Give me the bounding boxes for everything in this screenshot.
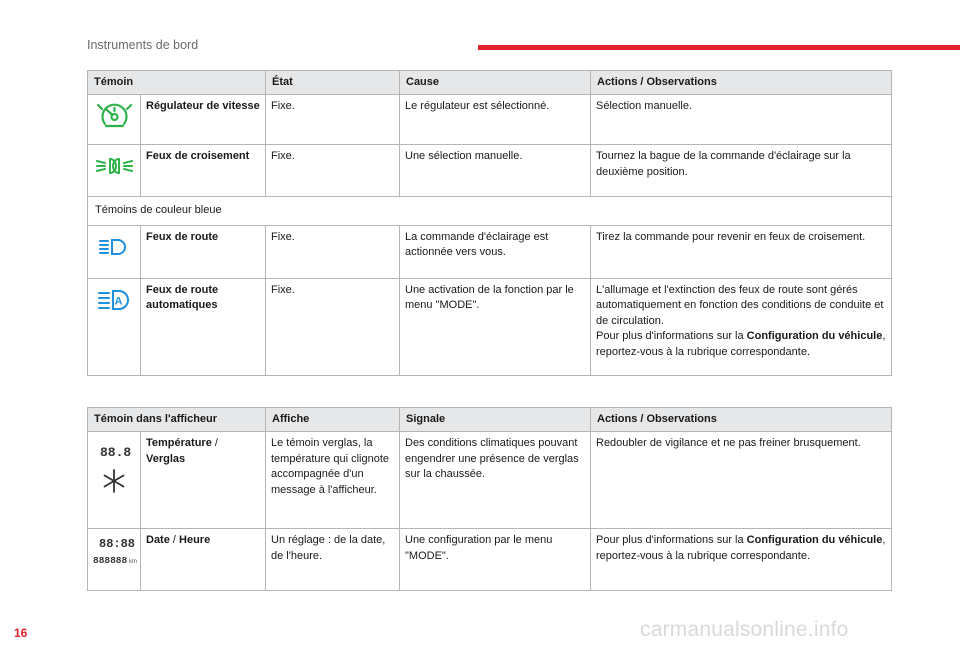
lamp-state: Fixe. (266, 278, 400, 375)
table-row (88, 225, 892, 278)
lamp-name: Régulateur de vitesse (141, 95, 266, 145)
lamp-state: Fixe. (266, 145, 400, 197)
lamp-name: Feux de route automatiques (141, 278, 266, 375)
indicator-signal: Des conditions climatiques pouvant engendrer une présence de verglas sur la chaussée. (400, 432, 591, 529)
column-header: Témoin dans l'afficheur (88, 408, 266, 432)
section-title: Instruments de bord (87, 38, 199, 52)
section-row (88, 197, 892, 226)
svg-text:A: A (114, 295, 123, 307)
indicator-action: Redoubler de vigilance et ne pas freiner brusquement. (591, 432, 892, 529)
watermark: carmanualsonline.info (640, 618, 849, 641)
header-accent-bar (478, 45, 960, 50)
svg-text:888888: 888888 (93, 555, 128, 566)
table-header-row (88, 408, 892, 432)
automatic-main-beam-icon (88, 279, 141, 319)
lamp-cause: Une sélection manuelle. (400, 145, 591, 197)
action-suffix: , reportez-vous à la rubrique correspondante. (596, 534, 886, 562)
column-header: Cause (400, 71, 591, 95)
action-reference: Configuration du véhicule (746, 330, 883, 342)
lamp-cause: Le régulateur est sélectionné. (400, 95, 591, 145)
warning-lights-table (87, 70, 892, 376)
table-row (88, 432, 892, 529)
lamp-cause: Une activation de la fonction par le menu "MODE". (400, 278, 591, 375)
svg-text:88:88: 88:88 (99, 537, 136, 551)
svg-text:km: km (129, 559, 137, 565)
display-indicators-table (87, 407, 892, 591)
action-reference: Configuration du véhicule (746, 534, 883, 546)
clock-display-icon (88, 529, 141, 551)
column-header: État (266, 71, 400, 95)
indicator-name: Température / Verglas (141, 432, 266, 529)
lamp-state: Fixe. (266, 95, 400, 145)
column-header: Affiche (266, 408, 400, 432)
indicator-name: Date / Heure (141, 529, 266, 591)
icon-cell (88, 145, 141, 197)
lamp-action: Sélection manuelle. (591, 95, 892, 145)
action-prefix: Pour plus d'informations sur la (596, 330, 747, 342)
blue-lamps-label: Témoins de couleur bleue (88, 197, 892, 226)
temperature-display-icon (88, 432, 141, 462)
column-header: Signale (400, 408, 591, 432)
icon-cell (88, 432, 141, 529)
action-prefix: Pour plus d'informations sur la (596, 534, 747, 546)
indicator-signal: Une configuration par le menu "MODE". (400, 529, 591, 591)
action-suffix: , reportez-vous à la rubrique correspondante. (596, 330, 886, 358)
main-beam-icon (88, 226, 141, 266)
page-number: 16 (14, 626, 28, 640)
table-row (88, 529, 892, 591)
indicator-display: Le témoin verglas, la température qui clignote accompagnée d'un message à l'afficheur. (266, 432, 400, 529)
lamp-cause: La commande d'éclairage est actionnée vers vous. (400, 225, 591, 278)
cruise-control-icon (88, 95, 141, 135)
action-text: L'allumage et l'extinction des feux de route sont gérés automatiquement en fonction des conditions de conduite et de circulation. (596, 283, 884, 327)
lamp-action: Tournez la bague de la commande d'éclairage sur la deuxième position. (591, 145, 892, 197)
column-header: Actions / Observations (591, 71, 892, 95)
lamp-action (591, 278, 892, 375)
indicator-action (591, 529, 892, 591)
indicator-display: Un réglage : de la date, de l'heure. (266, 529, 400, 591)
icon-cell (88, 225, 141, 278)
svg-text:88.8: 88.8 (100, 445, 132, 460)
lamp-name: Feux de route (141, 225, 266, 278)
lamp-name: Feux de croisement (141, 145, 266, 197)
column-header: Actions / Observations (591, 408, 892, 432)
lamp-state: Fixe. (266, 225, 400, 278)
icon-cell (88, 529, 141, 591)
table-row (88, 145, 892, 197)
table-row (88, 278, 892, 375)
icon-cell (88, 278, 141, 375)
dipped-beam-icon (88, 145, 141, 185)
lamp-action: Tirez la commande pour revenir en feux de croisement. (591, 225, 892, 278)
icon-cell (88, 95, 141, 145)
odometer-display-icon (88, 551, 141, 571)
column-header: Témoin (88, 71, 266, 95)
table-row (88, 95, 892, 145)
snowflake-icon (88, 462, 141, 502)
table-header-row (88, 71, 892, 95)
